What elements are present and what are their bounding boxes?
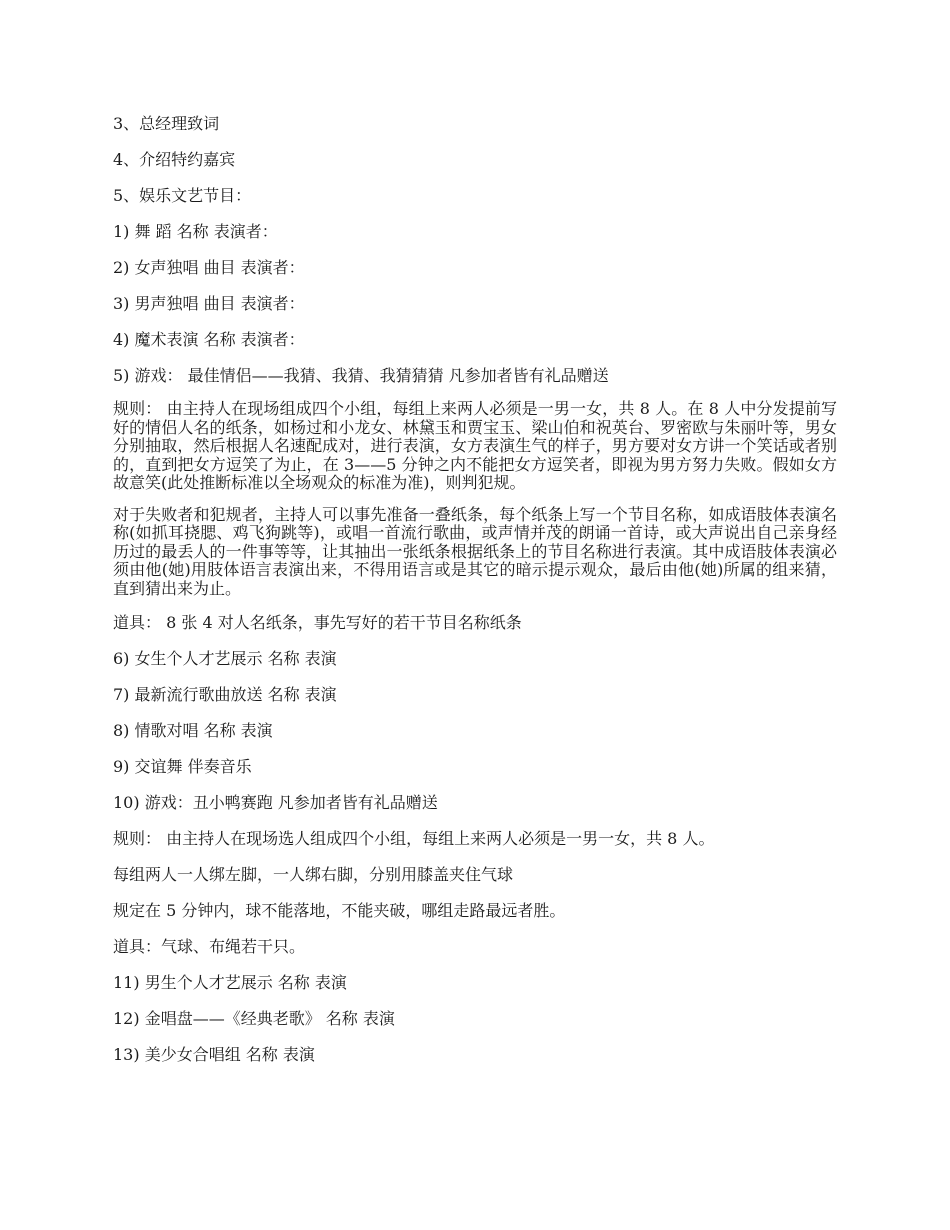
- sub-item-5: 5) 游戏： 最佳情侣——我猜、我猜、我猜猜猜 凡参加者皆有礼品赠送: [113, 366, 609, 385]
- sub-item-3: 3) 男声独唱 曲目 表演者：: [113, 294, 305, 313]
- sub-item-12: 12) 金唱盘——《经典老歌》 名称 表演: [113, 1009, 395, 1028]
- sub-item-4: 4) 魔术表演 名称 表演者：: [113, 330, 305, 349]
- sub-item-13: 13) 美少女合唱组 名称 表演: [113, 1045, 315, 1064]
- program-item-5: 5、娱乐文艺节目：: [113, 186, 252, 205]
- rules-line-4: 规定在 5 分钟内，球不能落地，不能夹破，哪组走路最远者胜。: [113, 901, 566, 920]
- sub-item-7: 7) 最新流行歌曲放送 名称 表演: [113, 685, 337, 704]
- sub-item-9: 9) 交谊舞 伴奏音乐: [113, 757, 252, 776]
- rules-line-2: 规则： 由主持人在现场选人组成四个小组，每组上来两人必须是一男一女，共 8 人。: [113, 829, 715, 848]
- props-line-1: 道具： 8 张 4 对人名纸条，事先写好的若干节目名称纸条: [113, 613, 522, 632]
- sub-item-6: 6) 女生个人才艺展示 名称 表演: [113, 649, 337, 668]
- rules-paragraph-2: 对于失败者和犯规者，主持人可以事先准备一叠纸条，每个纸条上写一个节目名称，如成语肢体表演名称(如抓耳挠腮、鸡飞狗跳等)，或唱一首流行歌曲，或声情并茂的朗诵一首诗，或大声说出自己亲身经历过的最丢人的一件事等等，让其抽出一张纸条根据纸条上的节目名称进行表演。其中成语肢体表演必须由他(她)用肢体语言表演出来，不得用语言或是其它的暗示提示观众，最后由他(她)所属的组来猜，直到猜出来为止。: [113, 504, 837, 598]
- program-item-4: 4、介绍特约嘉宾: [113, 150, 236, 169]
- sub-item-10: 10) 游戏：丑小鸭赛跑 凡参加者皆有礼品赠送: [113, 793, 438, 812]
- sub-item-8: 8) 情歌对唱 名称 表演: [113, 721, 273, 740]
- sub-item-2: 2) 女声独唱 曲目 表演者：: [113, 258, 305, 277]
- sub-item-1: 1) 舞 蹈 名称 表演者：: [113, 222, 278, 241]
- props-line-2: 道具：气球、布绳若干只。: [113, 937, 306, 956]
- rules-line-3: 每组两人一人绑左脚，一人绑右脚，分别用膝盖夹住气球: [113, 865, 514, 884]
- program-item-3: 3、总经理致词: [113, 114, 220, 133]
- rules-paragraph-1: 规则： 由主持人在现场组成四个小组，每组上来两人必须是一男一女，共 8 人。在 8 人中分发提前写好的情侣人名的纸条，如杨过和小龙女、林黛玉和贾宝玉、梁山伯和祝英台、罗密欧与朱丽叶等，男女分别抽取，然后根据人名速配成对，进行表演，女方表演生气的样子，男方要对女方讲一个笑话或者别的，直到把女方逗笑了为止，在 3——5 分钟之内不能把女方逗笑者，即视为男方努力失败。假如女方故意笑(此处推断标准以全场观众的标准为准)，则判犯规。: [113, 399, 837, 492]
- sub-item-11: 11) 男生个人才艺展示 名称 表演: [113, 973, 347, 992]
